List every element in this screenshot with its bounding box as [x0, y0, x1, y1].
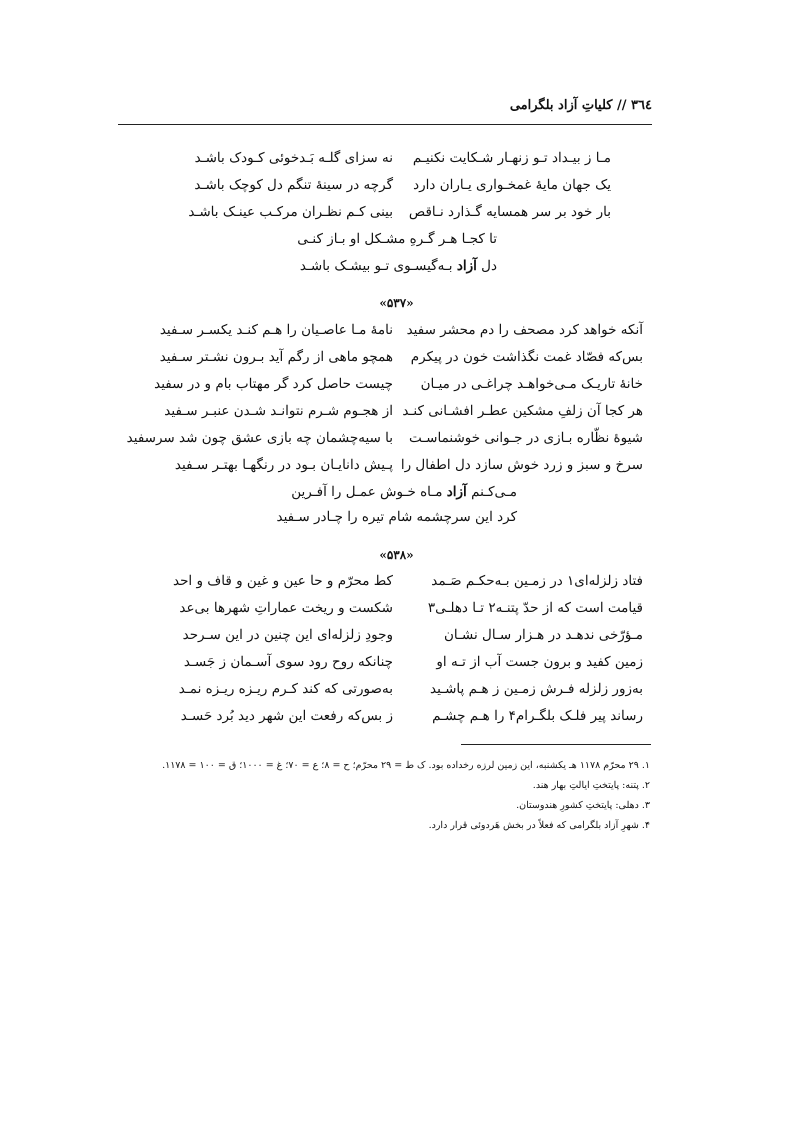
couplet — [149, 322, 643, 348]
hemistich-first: بس‌که فصّاد غمت نگذاشت خون در پیکرم — [410, 349, 643, 365]
hemistich-second: بینی کـم نظـران مرکـب عینـک باشـد — [188, 204, 393, 220]
hemistich-first: خانهٔ تاریـک مـی‌خواهـد چراغـی در میـان — [420, 376, 643, 392]
hemistich-second: کط محرّم و حا عین و غین و قاف و احد — [172, 573, 393, 589]
couplet — [149, 349, 643, 375]
footnotes — [150, 760, 650, 840]
hemistich-second: همچو ماهی از رگم آید بـرون نشـتر سـفید — [159, 349, 393, 365]
hemistich-first: سرخ و سبز و زرد خوش سازد دل اطفال را — [400, 457, 643, 473]
couplet — [149, 627, 643, 653]
ghazal-number-538: «۵۳۸» — [379, 548, 414, 562]
hemistich-second: چنانکه روح رود سوی آسـمان ز جَسـد — [183, 654, 393, 670]
hemistich-first: بار خود بر سر همسایه گـذارد نـاقص — [408, 204, 611, 220]
couplet — [149, 573, 643, 599]
poet-name: آزاد — [456, 258, 477, 274]
hemistich-second: به‌صورتی که کند کـرم ریـزه ریـزه نمـد — [178, 681, 393, 697]
hemistich-first: زمین کفید و برون جست آب از تـه او — [436, 654, 643, 670]
couplet — [126, 430, 643, 456]
couplet — [181, 150, 611, 176]
couplet — [149, 376, 643, 402]
hemistich-first: مـؤرّخی ندهـد در هـزار سـال نشـان — [443, 627, 643, 643]
hemistich-first: به‌زور زلزله فـرش زمـین ز هـم پاشـید — [429, 681, 643, 697]
footnote-2: ۲. پتنه: پایتختِ ایالتِ بهار هند. — [532, 780, 650, 791]
couplet — [149, 403, 643, 429]
final-line-2: کرد این سرچشمه شام تیره را چـادر سـفید — [276, 509, 517, 525]
couplet — [149, 708, 643, 734]
final-line-1: تا کجـا هـر گـرهِ مشـکل او بـاز کنـی — [297, 231, 497, 247]
header-separator: // — [617, 98, 627, 113]
ghazal-number-537: «۵۳۷» — [379, 296, 414, 310]
hemistich-second: گرچه در سینهٔ تنگم دل کوچک باشـد — [194, 177, 393, 193]
page-number: ٣٦٤ — [631, 98, 652, 113]
couplet — [149, 654, 643, 680]
footnote-divider — [461, 744, 651, 745]
hemistich-second: چیست حاصل کرد گر مهتاب بام و در سفید — [154, 376, 393, 392]
hemistich-first: قیامت است که از حدّ پتنـه۲ تـا دهلـی۳ — [427, 600, 643, 616]
text-fragment: مـاه خـوش عمـل را آفـرین — [291, 484, 443, 500]
hemistich-second: نامهٔ مـا عاصـیان را هـم کنـد یکسـر سـفید — [159, 322, 393, 338]
hemistich-first: فتاد زلزله‌ای۱ در زمـین بـه‌حکـم صَـمد — [431, 573, 643, 589]
hemistich-first: مـا ز بیـداد تـو زنهـار شـکایت نکنیـم — [412, 150, 611, 166]
hemistich-first: رساند پیر فلـک بلگـرام۴ را هـم چشـم — [432, 708, 643, 724]
header-text — [510, 98, 652, 113]
couplet — [181, 177, 611, 203]
text-fragment: دل — [481, 258, 497, 274]
book-title: کلیاتِ آزاد بلگرامی — [509, 98, 613, 113]
couplet — [149, 457, 643, 483]
footnote-4: ۴. شهرِ آزاد بلگرامی که فعلاً در بخش هَردوئی قرار دارد. — [428, 820, 650, 831]
text-fragment: مـی‌کـنم — [471, 484, 517, 500]
hemistich-second: ز بس‌که رفعت این شهر دید بُرد حَسـد — [180, 708, 393, 724]
hemistich-first: یک جهان مایهٔ غمخـواری یـاران دارد — [413, 177, 611, 193]
couplet — [149, 681, 643, 707]
hemistich-first: هر کجا آن زلفِ مشکین عطـر افشـانی کنـد — [402, 403, 643, 419]
hemistich-second: شکست و ریخت عماراتِ شهرها بی‌عد — [179, 600, 393, 616]
poet-name: آزاد — [446, 484, 467, 500]
footnote-1: ۱. ۲۹ محرّم ۱۱۷۸ هـ یکشنبه، این زمین لرزه رخداده بود. ک ط = ۲۹ محرّم؛ ح = ۸؛ ع = ۷۰؛ غ = ۱۰۰۰؛ ق = ۱۰۰ = ۱۱۷۸. — [162, 760, 650, 771]
hemistich-second: وجودِ زلزله‌ای این چنین در این سـرحد — [182, 627, 393, 643]
footnote-3: ۳. دهلی: پایتختِ کشورِ هندوستان. — [516, 800, 650, 811]
couplet — [149, 600, 643, 626]
couplet — [181, 204, 611, 230]
hemistich-first: آنکه خواهد کرد مصحف را دم محشر سفید — [406, 322, 643, 338]
text-fragment: بـه‌گیسـوی تـو بیشـک باشـد — [299, 258, 453, 274]
final-line-2 — [300, 258, 497, 274]
hemistich-second: نه سزای گلـه بَـدخوئی کـودک باشـد — [194, 150, 393, 166]
hemistich-second: پـیش دانایـان بـود در رنگهـا بهتـر سـفید — [174, 457, 393, 473]
page-header — [118, 96, 652, 125]
hemistich-first: شیوهٔ نظّاره بـازی در جـوانی خوشنماسـت — [408, 430, 643, 446]
final-line-1 — [291, 484, 517, 500]
hemistich-second: از هجـوم شـرم نتوانـد شـدن عنبـر سـفید — [164, 403, 393, 419]
hemistich-second: با سیه‌چشمان چه بازی عشق چون شد سرسفید — [126, 430, 393, 446]
